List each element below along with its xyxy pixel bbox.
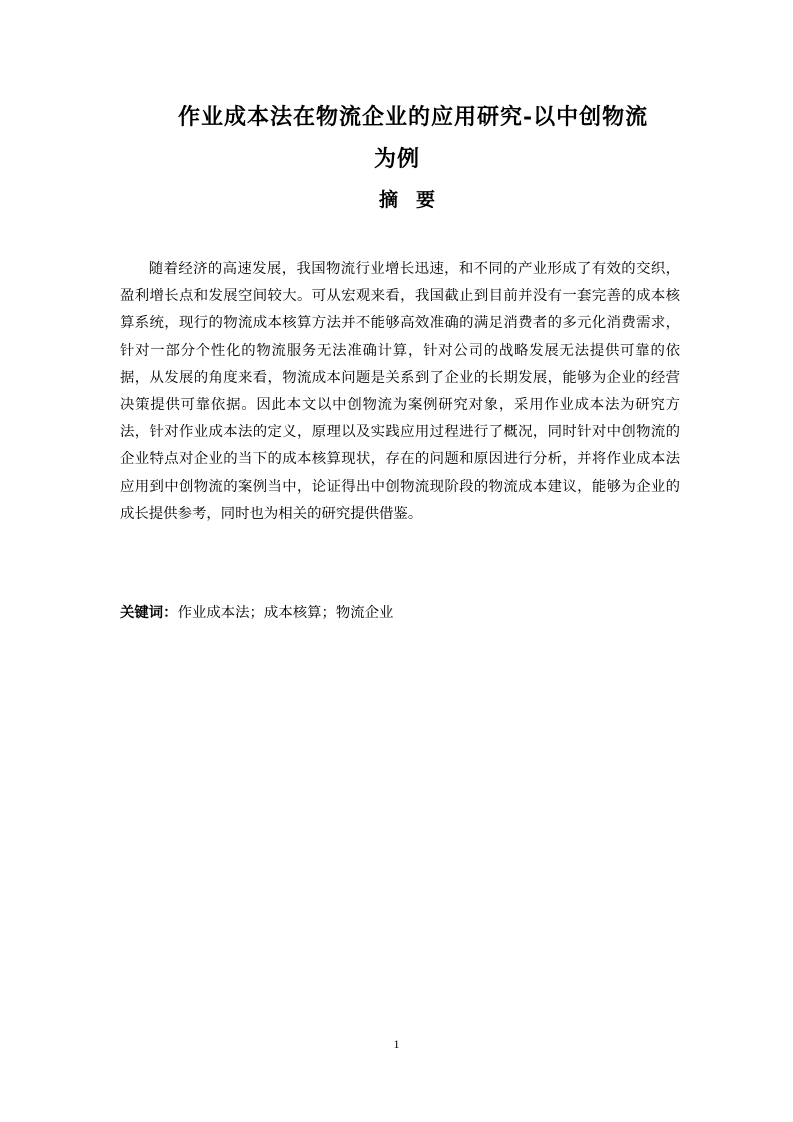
abstract-body: 随着经济的高速发展，我国物流行业增长迅速，和不同的产业形成了有效的交织，盈利增长点和发展空间较大。可从宏观来看，我国截止到目前并没有一套完善的成本核算系统，现行的物流成本核算方法并不能够高效准确的满足消费者的多元化消费需求，针对一部分个性化的物流服务无法准确计算，针对公司的战略发展无法提供可靠的依据，从发展的角度来看，物流成本问题是关系到了企业的长期发展，能够为企业的经营决策提供可靠依据。因此本文以中创物流为案例研究对象，采用作业成本法为研究方法，针对作业成本法的定义，原理以及实践应用过程进行了概况，同时针对中创物流的企业特点对企业的当下的成本核算现状，存在的问题和原因进行分析，并将作业成本法应用到中创物流的案例当中，论证得出中创物流现阶段的物流成本建议，能够为企业的成长提供参考，同时也为相关的研究提供借鉴。 bbox=[120, 261, 680, 522]
keywords-value: 作业成本法；成本核算；物流企业 bbox=[177, 605, 394, 621]
keywords-label: 关键词： bbox=[120, 605, 178, 621]
document-title-line-2: 为例 bbox=[374, 146, 421, 172]
keywords-line bbox=[120, 600, 680, 627]
page-number: 1 bbox=[393, 1037, 400, 1051]
document-title-line-1: 作业成本法在物流企业的应用研究-以中创物流 bbox=[178, 104, 649, 130]
abstract-heading: 摘要 bbox=[379, 189, 454, 211]
